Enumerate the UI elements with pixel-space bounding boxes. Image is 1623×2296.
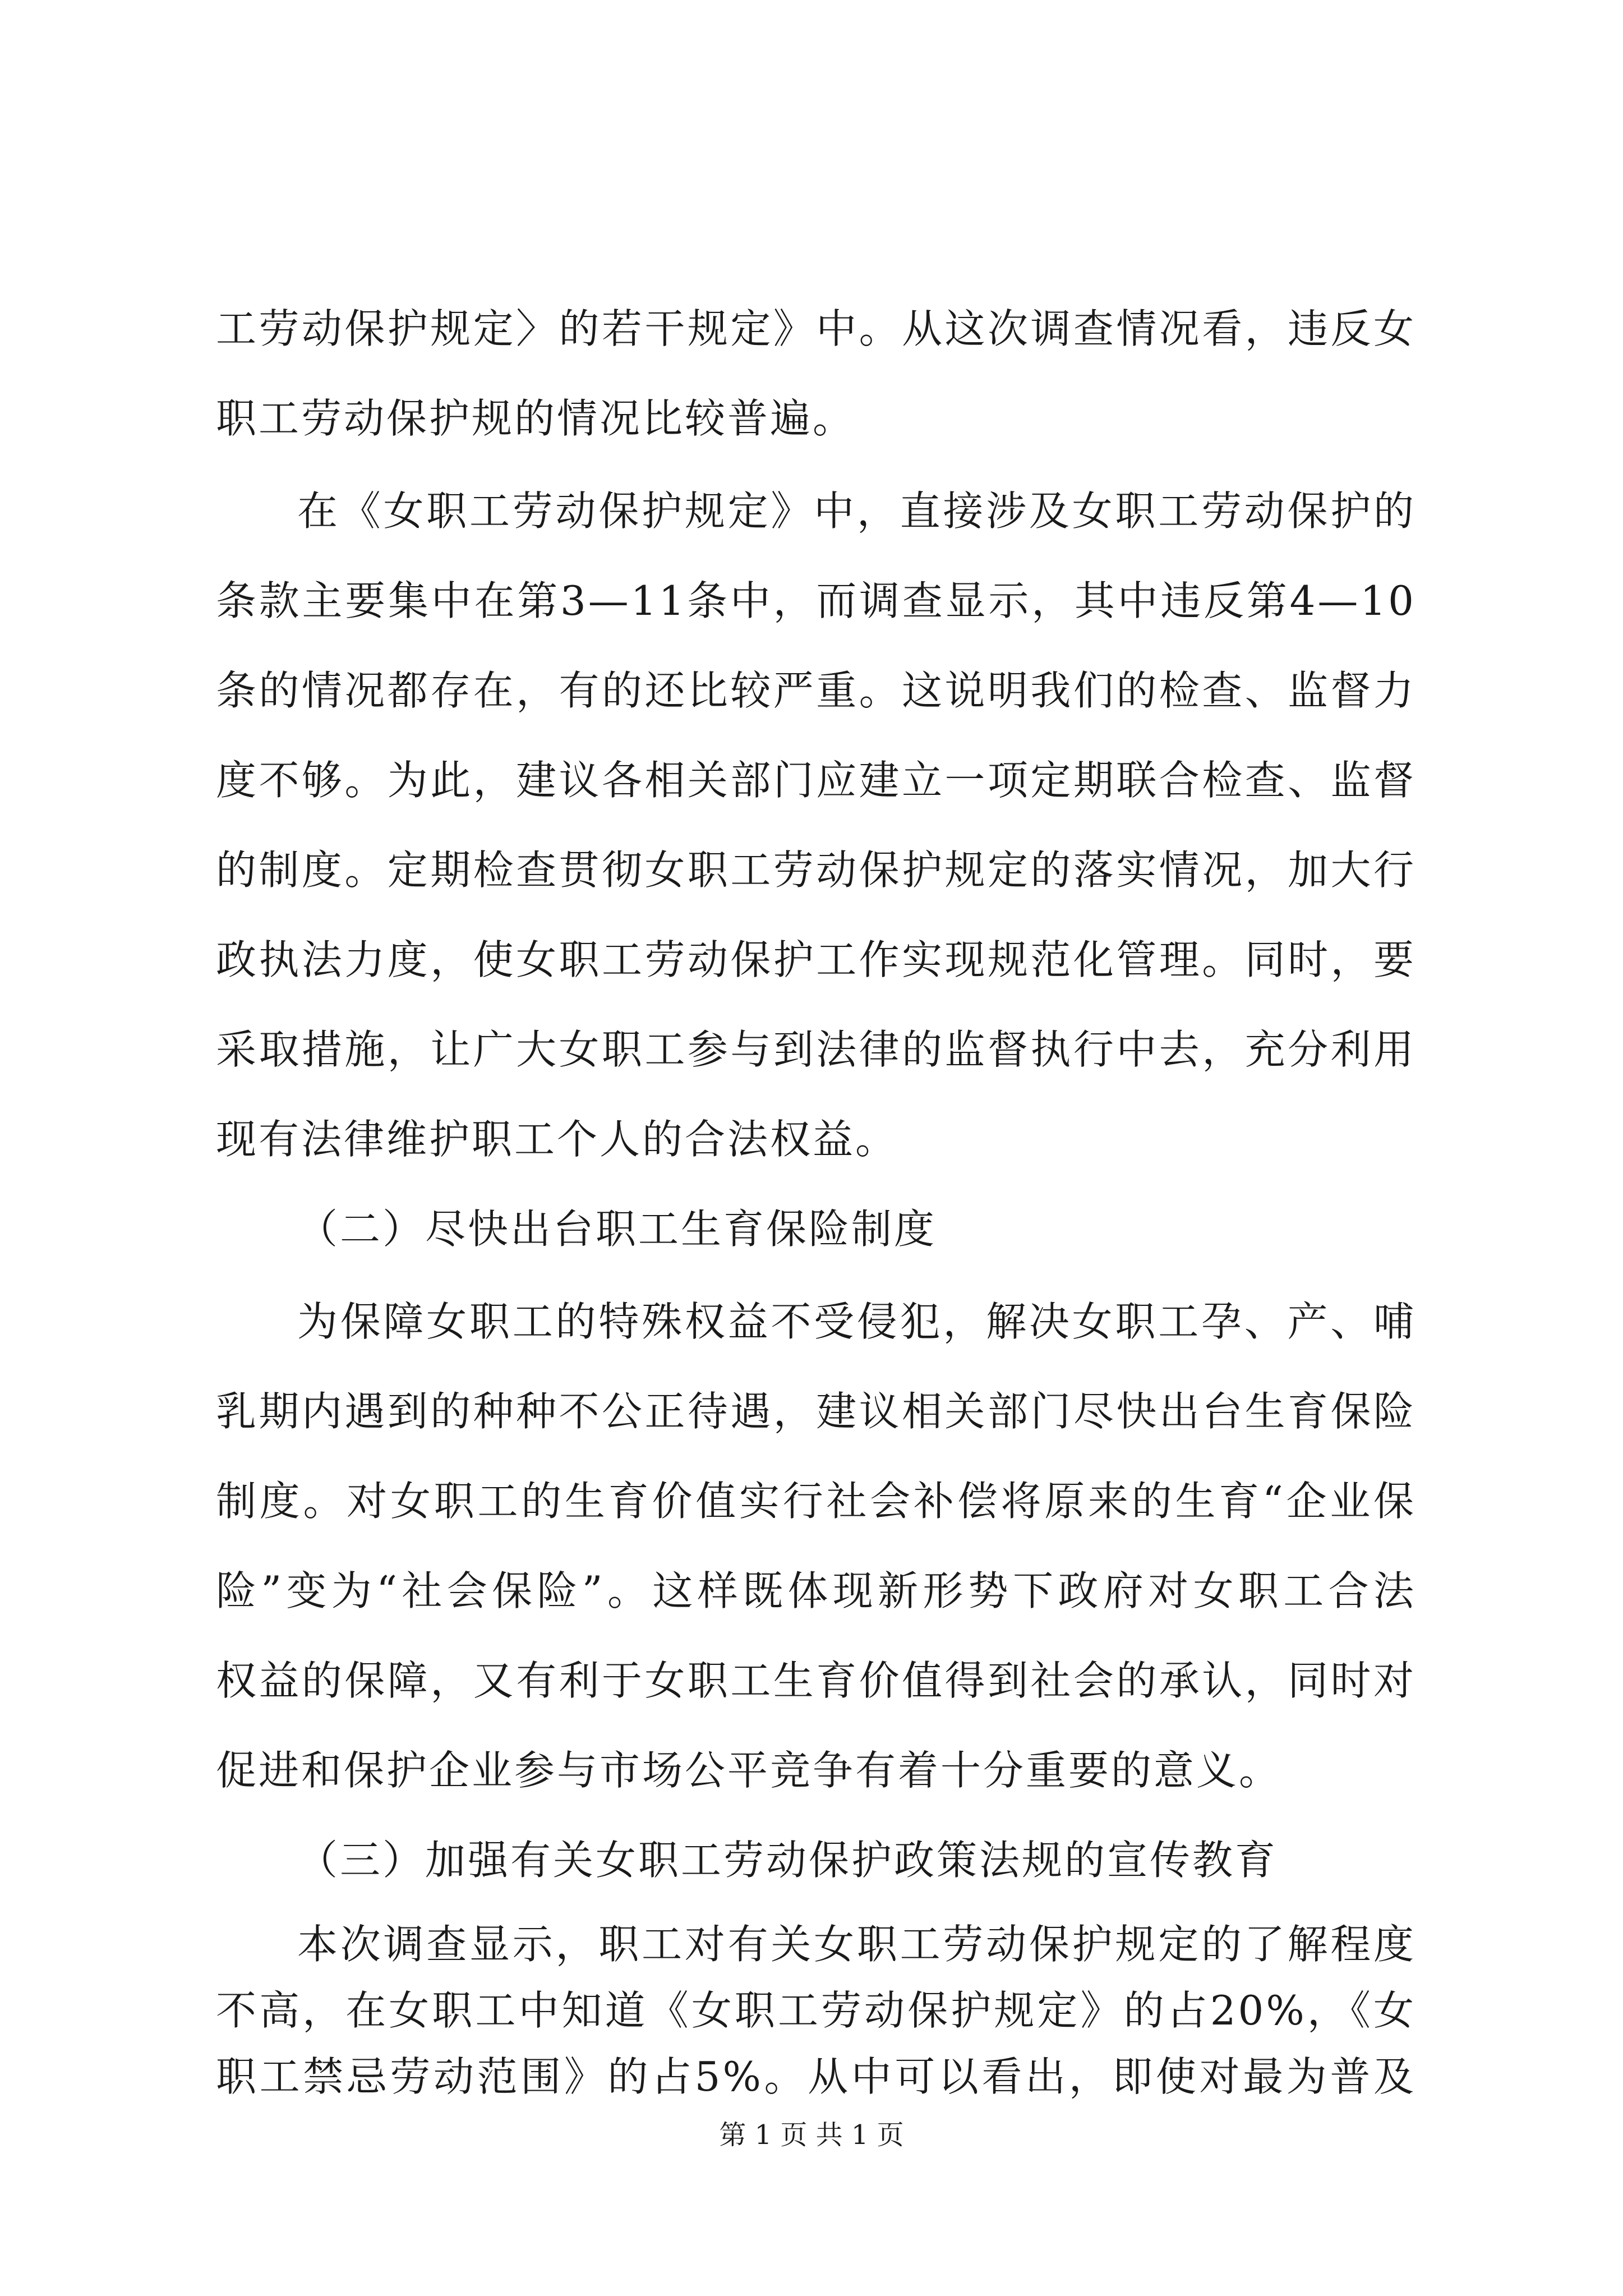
- body-line: 的制度。定期检查贯彻女职工劳动保护规定的落实情况，加大行: [216, 846, 1416, 894]
- body-line: 乳期内遇到的种种不公正待遇，建议相关部门尽快出台生育保险: [216, 1388, 1416, 1435]
- body-line: 权益的保障，又有利于女职工生育价值得到社会的承认，同时对: [216, 1657, 1416, 1704]
- body-line: 条的情况都存在，有的还比较严重。这说明我们的检查、监督力: [216, 667, 1416, 714]
- body-line: 职工劳动保护规的情况比较普遍。: [216, 395, 856, 442]
- page-footer: 第 1 页 共 1 页: [719, 2119, 904, 2151]
- body-line: 职工禁忌劳动范围》的占5%。从中可以看出，即使对最为普及: [216, 2053, 1416, 2100]
- body-line: 在《女职工劳动保护规定》中，直接涉及女职工劳动保护的: [297, 487, 1416, 535]
- body-line: 险”变为“社会保险”。这样既体现新形势下政府对女职工合法: [216, 1567, 1416, 1614]
- body-line: 度不够。为此，建议各相关部门应建立一项定期联合检查、监督: [216, 757, 1416, 804]
- body-line: 制度。对女职工的生育价值实行社会补偿将原来的生育“企业保: [216, 1478, 1416, 1525]
- section-heading: （三）加强有关女职工劳动保护政策法规的宣传教育: [297, 1837, 1278, 1884]
- body-line: 促进和保护企业参与市场公平竞争有着十分重要的意义。: [216, 1747, 1282, 1794]
- section-heading: （二）尽快出台职工生育保险制度: [297, 1205, 937, 1253]
- body-line: 本次调查显示，职工对有关女职工劳动保护规定的了解程度: [297, 1921, 1416, 1968]
- body-line: 工劳动保护规定〉的若干规定》中。从这次调查情况看，违反女: [216, 305, 1416, 352]
- body-line: 条款主要集中在第3—11条中，而调查显示，其中违反第4—10: [216, 577, 1416, 624]
- body-line: 采取措施，让广大女职工参与到法律的监督执行中去，充分利用: [216, 1026, 1416, 1073]
- body-line: 现有法律维护职工个人的合法权益。: [216, 1116, 898, 1163]
- body-line: 为保障女职工的特殊权益不受侵犯，解决女职工孕、产、哺: [297, 1298, 1416, 1345]
- body-line: 不高，在女职工中知道《女职工劳动保护规定》的占20%，《女: [216, 1987, 1416, 2034]
- body-line: 政执法力度，使女职工劳动保护工作实现规范化管理。同时，要: [216, 936, 1416, 983]
